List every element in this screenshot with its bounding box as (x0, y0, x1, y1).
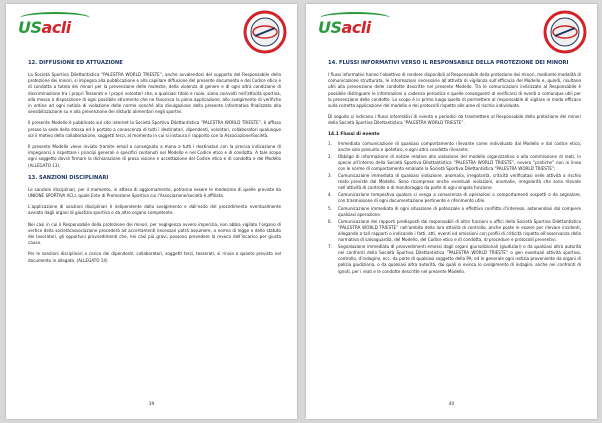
list-item-text: Comunicazione immediata di ogni situazione di potenziale o effettivo conflitto d’interessi, astenendosi dal compiere qualsiasi operazione. (338, 205, 581, 217)
list-item-text: Comunicazione immediata di qualsiasi violazione, anomalia, irregolarità, criticità verificatasi nelle attività a rischio reato previste dal Modello. Sono ricomprese anche eventuali violazioni, anomalie, irregolarità che sono rilevate nell’attività di controllo e di monitoraggio da parte di ogni singola funzione. (338, 173, 581, 191)
page-number: 39 (148, 402, 155, 407)
section-13-para-1: Le sanzioni disciplinari, per il momento, in attesa di aggiornamento, potranno essere le medesime di quelle previste da UNIONE SPORTIVA ACLI, quale Ente di Promozione Sportiva cui l’Associazione/società è affiliata. (28, 186, 281, 199)
event-flow-list (328, 141, 581, 275)
list-item (328, 244, 581, 274)
page-40-content (328, 60, 581, 276)
list-item-text: Immediata comunicazione di qualsiasi comportamento rilevante come individuato dal Modello e dal codice etico, anche solo presunto o ipotetico, e ogni altra condotta rilevante; (338, 140, 581, 152)
list-item (328, 192, 581, 204)
section-13-para-4: Per le sanzioni disciplinari a carico dei dipendenti, collaboratori, soggetti terzi, tesserati, si rinvia a quanto previsto nel documento in allegato. (ALLEGATO 14) (28, 251, 281, 263)
section-14-para-1: I flussi informativi hanno l’obiettivo di rendere disponibili al Responsabile della protezione dei minori, mediante modalità di comunicazione strutturata, le informazioni necessarie all’attività di vigilanza sull’efficacia del Modello e, quindi, risultano utili alla prevenzione delle condotte descritte nel presente Modello. Tra le comunicazioni indirizzate al Responsabile è possibile distinguere le informazioni a cadenza periodica e quelle conseguenti al verificarsi di eventi o comunque utili per la prevenzione delle condotte. Lo scopo è in primo luogo quello di permettere al responsabile di vigilare in modo efficace sulla corretta applicazione del modello e dei protocolli rispetto alle aree di rischio individuate. (328, 72, 581, 109)
list-item-text: Segnalazione immediata di provvedimenti emessi dagli organi giurisdizionali (giudiziari) o da qualsiasi altra autorità nei confronti della Società Sportiva Dilettantistica “PALESTRA WORLD TRIESTE” o gen eventuali attività sportiva, controllo, d’indagine, ecc. da parte di qualsiasi soggetto della PA; ed in generale ogni notizia proveniente da organi di polizia giudiziaria, o da qualsiasi altra autorità, dai quali si evinca lo svolgimento di indagini, anche nei confronti di ignoti, per i reati e le condotte descritte nel presente Modello. (338, 244, 581, 274)
list-item (328, 154, 581, 172)
section-13-para-2: L’applicazione di sanzioni disciplinari è indipendente dallo svolgimento e dall’esito del procedimento eventualmente avviato dagli organi di giustizia sportiva o da altro organo competente. (28, 204, 281, 216)
page-40 (306, 4, 597, 419)
list-item-text: Obbligo di informazione di notizie relative alla violazione del modello organizzativo o alla commissione di reati, in specie all’interno della Società Sportiva Dilettantistica “PALESTRA WORLD TRIESTE”, ovvero “pratiche” non in linea con le norme di comportamento emanate la Società Sportiva Dilettantistica “PALESTRA WORLD TRIESTE”; (338, 153, 581, 171)
list-item-number: 3. (328, 173, 332, 179)
section-14-1-heading: 14.1 Flussi di evento (328, 131, 380, 137)
page-number: 40 (448, 402, 455, 407)
seal-svg (243, 10, 287, 54)
logo-text: USacli (318, 18, 371, 37)
seal-svg (543, 10, 587, 54)
palestra-seal-icon (543, 10, 587, 54)
list-item (328, 141, 581, 153)
list-item-number: 7. (328, 244, 332, 250)
logo-text: USacli (18, 18, 71, 37)
section-14-para-2: Di seguito si indicano i flussi informativi di evento e periodici da trasmettere al Responsabile della protezione dei minori della Società Sportiva Dilettantistica “PALESTRA WORLD TRIESTE”. (328, 114, 581, 126)
section-13-heading: 13. SANZIONI DISCIPLINARI (28, 174, 109, 181)
list-item-number: 1. (328, 140, 332, 146)
section-12-heading: 12. DIFFUSIONE ED ATTUAZIONE (28, 60, 123, 66)
palestra-seal-icon (243, 10, 287, 54)
page-39-content (28, 60, 281, 269)
section-12-para-1: La Società Sportiva Dilettantistica “PALESTRA WORLD TRIESTE”, anche avvalendosi del supporto del Responsabile della protezione dei minori, si impegna alla pubblicazione e alla capillare diffusione del presente documento e del Codice etico e di condotta a tutela dei minori per la prevenzione delle molestie, della violenza di genere e di ogni altra condizione di discriminazione tra i propri Tesserati e i propri volontari che, a qualsiasi titolo e ruolo, siano coinvolti nell’attività sportiva, alla messa a disposizione di ogni possibile strumento che ne favorisca la piena applicazione, allo svolgimento di verifiche in ordine ad ogni notizia di violazione delle norme nonché alla divulgazione della presente informativa finalizzata alla sensibilizzazione su e alla prevenzione dei disturbi alimentari negli sportivi. (28, 72, 281, 115)
list-item-text: Comunicazione tempestiva qualora si venga a conoscenza di operazioni o comportamenti sospetti o da segnalare, con trasmissione di ogni documentazione pertinente e riferimento utile. (338, 192, 581, 204)
usacli-logo (318, 12, 390, 46)
list-item-number: 2. (328, 153, 332, 159)
section-13-para-3: Nei casi in cui il Responsabile della protezione dei minori, per negligenza ovvero imperizia, non abbia vigilato l’organo di vertice della società/associazione procederà ad accertamenti necessari potrà assumere, a norma di legge e dello statuto dei lavoratori, gli opportuni provvedimenti che, nei casi più gravi, possono prevedere la revoca dell’incarico per giusta causa. (28, 221, 281, 246)
section-12-para-2: Il presente Modello è pubblicato sul sito internet la Società Sportiva Dilettantistica “PALESTRA WORLD TRIESTE”, è affisso presso la sede della stessa ed è portato a conoscenza di tutti i destinatari, dipendenti, volontari, collaboratori qualunque sia il motivo della collaborazione, soggetti terzi, al momento in cui si instaura il rapporto con la Associazione/Società. (28, 120, 281, 138)
section-12-para-3: Il presente Modello viene inviato tramite email o consegnato a mano a tutti i destinatari con la precisa indicazione di impegnarsi a rispettare i principi generali e specifici contenuti nel Modello e nel Codice etico e di condotta. A tale scopo ogni soggetto dovrà firmare la dichiarazione di presa visione e accettazione del Codice etico e di condotta e del Modello (ALLEGATO 13). (28, 144, 281, 168)
list-item (328, 206, 581, 218)
list-item-number: 5. (328, 205, 332, 211)
list-item-number: 6. (328, 218, 332, 224)
list-item (328, 173, 581, 191)
section-14-heading: 14. FLUSSI INFORMATIVI VERSO IL RESPONSABILE DELLA PROTEZIONE DEI MINORI (328, 60, 569, 66)
list-item-number: 4. (328, 192, 332, 198)
list-item (328, 219, 581, 243)
list-item-text: Comunicazione dei rapporti predisposti dai responsabili di altre funzioni o uffici della Società Sportiva Dilettantistica “PALESTRA WORLD TRIESTE” nell’ambito della loro attività di controllo, anche poste in essere per rilevare incidenti, allegando a tali rapporti o indicando i fatti, atti, eventi ed omissioni con profili di criticità rispetto all’osservanza della normativa di salvaguardia, del Modello, del Codice etico e di condotta, di procedure e protocolli preventivi. (338, 218, 581, 243)
usacli-logo (18, 12, 90, 46)
page-39 (6, 4, 297, 419)
